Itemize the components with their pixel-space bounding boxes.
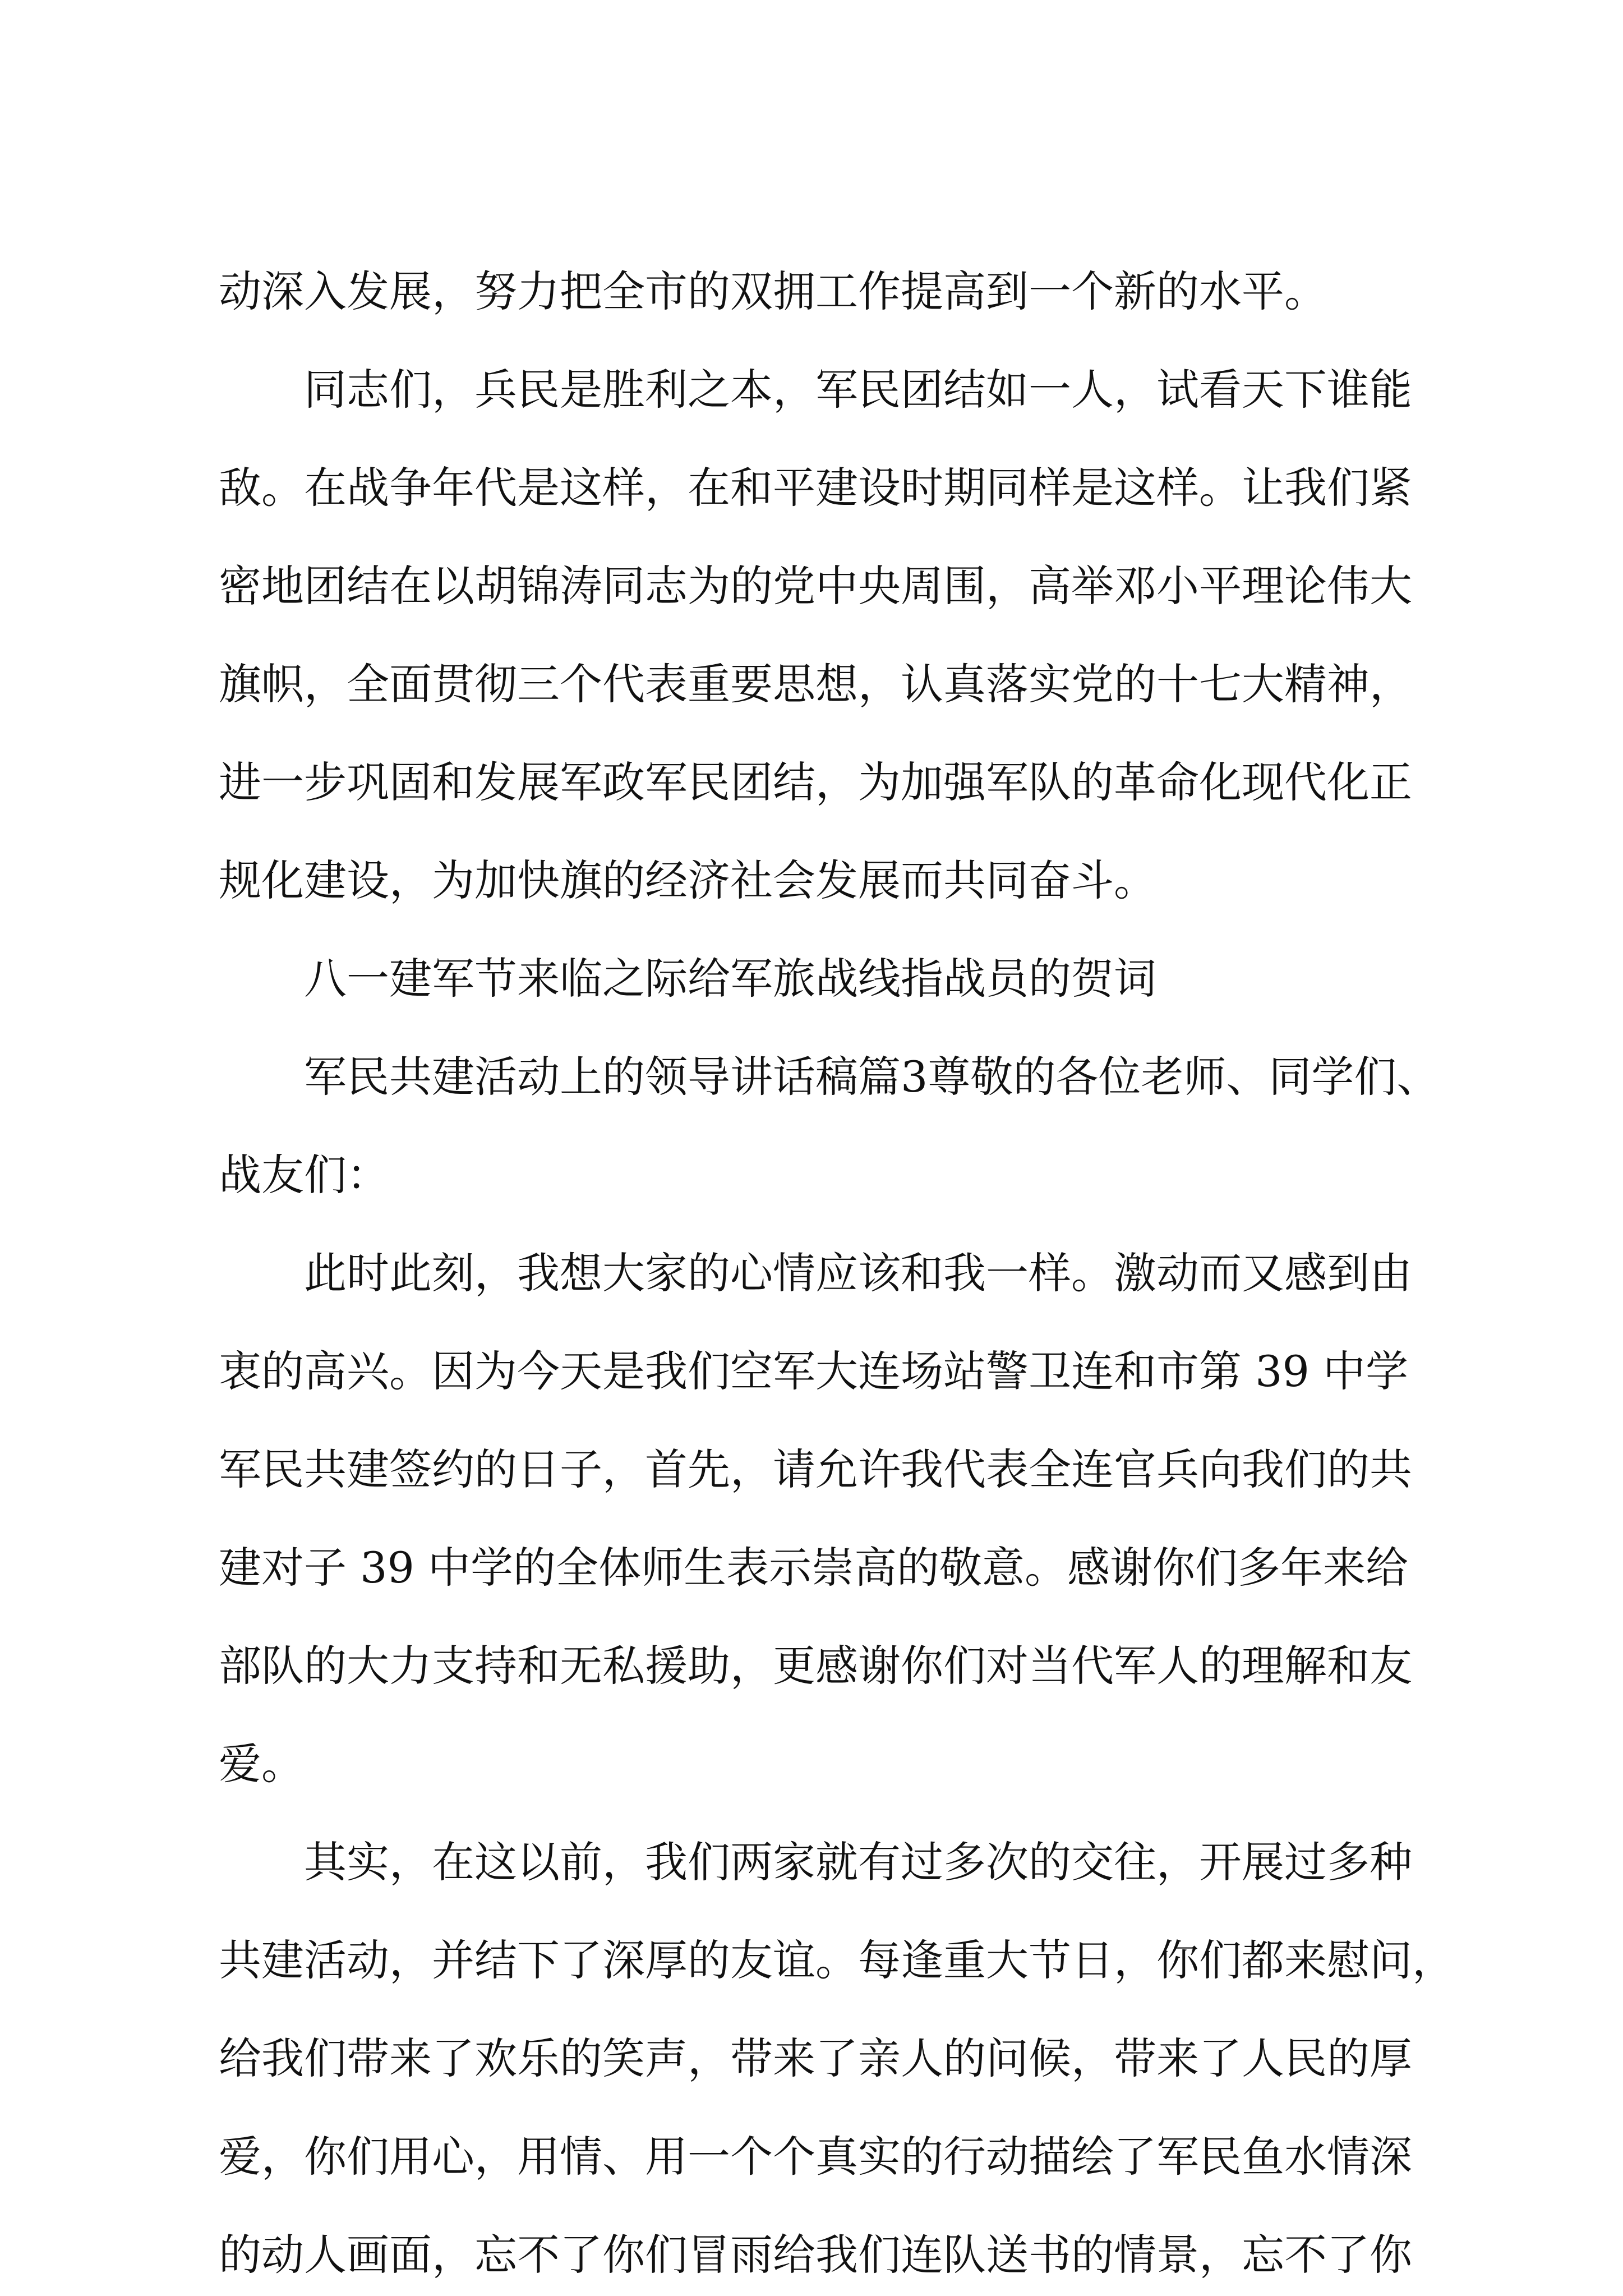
- text-line-3: 敌。在战争年代是这样，在和平建设时期同样是这样。让我们紧: [219, 463, 1412, 513]
- text-line-13: 军民共建签约的日子，首先，请允许我代表全连官兵向我们的共: [219, 1444, 1412, 1494]
- text-line-5: 旗帜，全面贯彻三个代表重要思想，认真落实党的十七大精神，: [219, 659, 1412, 709]
- text-line-7: 规化建设，为加快旗的经济社会发展而共同奋斗。: [219, 855, 1156, 905]
- text-line-1: 动深入发展，努力把全市的双拥工作提高到一个新的水平。: [219, 266, 1327, 316]
- text-line-15: 部队的大力支持和无私援助，更感谢你们对当代军人的理解和友: [219, 1641, 1412, 1691]
- text-line-14: 建对子 39 中学的全体师生表示崇高的敬意。感谢你们多年来给: [219, 1543, 1409, 1593]
- text-line-11: 此时此刻，我想大家的心情应该和我一样。激动而又感到由: [304, 1248, 1412, 1298]
- text-line-9: 军民共建活动上的领导讲话稿篇3尊敬的各位老师、同学们、: [304, 1052, 1440, 1102]
- text-line-2: 同志们，兵民是胜利之本，军民团结如一人，试看天下谁能: [304, 365, 1412, 415]
- text-line-12: 衷的高兴。因为今天是我们空军大连场站警卫连和市第 39 中学: [219, 1346, 1409, 1396]
- text-line-17: 其实，在这以前，我们两家就有过多次的交往，开展过多种: [304, 1837, 1412, 1887]
- text-line-8: 八一建军节来临之际给军旅战线指战员的贺词: [304, 954, 1156, 1004]
- text-line-16: 爱。: [219, 1739, 304, 1789]
- text-line-4: 密地团结在以胡锦涛同志为的党中央周围，高举邓小平理论伟大: [219, 561, 1412, 611]
- text-line-18: 共建活动，并结下了深厚的友谊。每逢重大节日，你们都来慰问，: [219, 1935, 1455, 1985]
- text-line-21: 的动人画面，忘不了你们冒雨给我们连队送书的情景，忘不了你: [219, 2230, 1412, 2280]
- text-line-20: 爱，你们用心，用情、用一个个真实的行动描绘了军民鱼水情深: [219, 2132, 1412, 2182]
- text-line-10: 战友们：: [219, 1150, 389, 1200]
- text-line-6: 进一步巩固和发展军政军民团结，为加强军队的革命化现代化正: [219, 757, 1412, 807]
- text-line-19: 给我们带来了欢乐的笑声，带来了亲人的问候，带来了人民的厚: [219, 2033, 1412, 2083]
